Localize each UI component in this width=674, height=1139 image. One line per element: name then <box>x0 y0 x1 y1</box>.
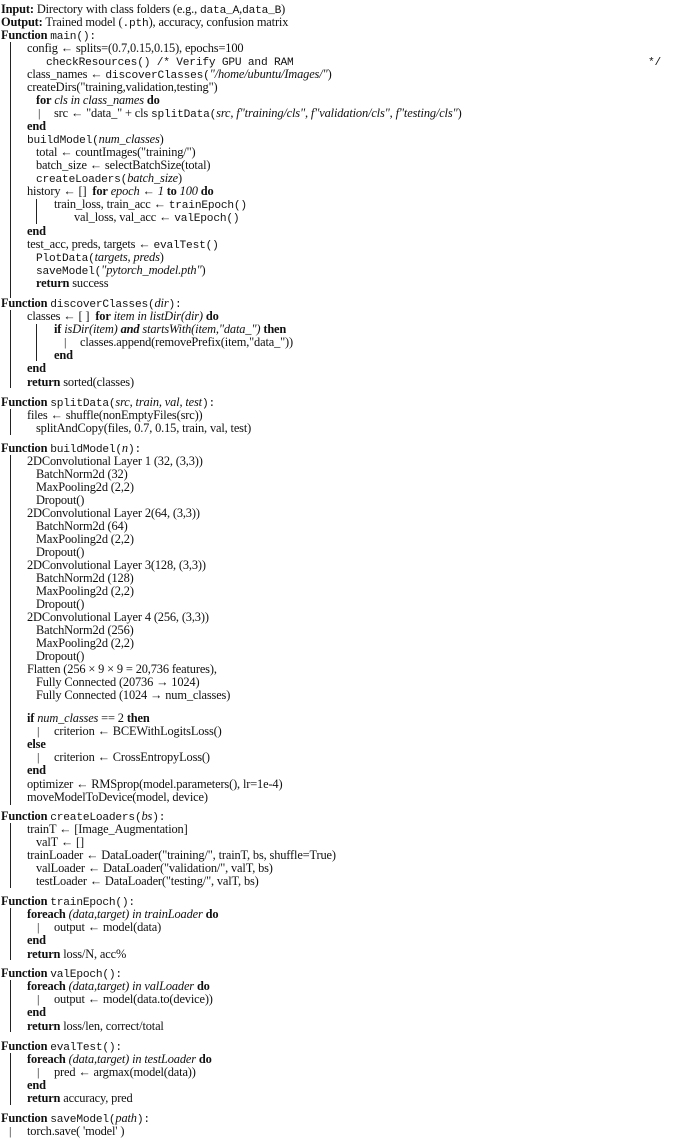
code-line: valT ← [] <box>36 835 84 849</box>
block-rule: | <box>9 1124 12 1138</box>
keyword: do <box>205 309 219 323</box>
comment-end <box>648 55 661 70</box>
arg: bs <box>141 809 153 823</box>
input-text: Directory with class folders (e.g., <box>36 2 198 16</box>
code-line <box>54 107 462 122</box>
fn-call: discoverClasses( <box>105 70 210 82</box>
layer-line: MaxPooling2d (2,2) <box>36 532 134 546</box>
text: loss/len, correct/total <box>63 1019 164 1033</box>
fn-call: splitData( <box>151 109 217 121</box>
output-text-a: Trained model ( <box>45 15 123 29</box>
output-label: Output: <box>1 15 43 29</box>
text: ): <box>127 444 141 456</box>
input-label: Input: <box>1 2 34 16</box>
layer-line: 2DConvolutional Layer 1 (32, (3,3)) <box>27 454 203 468</box>
code-line: pred ← argmax(model(data)) <box>54 1065 196 1079</box>
return-line <box>27 948 126 961</box>
fn-call: buildModel( <box>27 135 99 147</box>
layer-line: 2DConvolutional Layer 4 (256, (3,3)) <box>27 610 209 624</box>
layer-line: Fully Connected (20736 → 1024) <box>36 675 200 689</box>
keyword: foreach <box>27 1052 66 1066</box>
block-rule <box>10 310 11 388</box>
keyword: return <box>36 276 70 290</box>
text: accuracy, pred <box>63 1091 133 1105</box>
nested-rule: | <box>37 920 40 934</box>
layer-line: BatchNorm2d (32) <box>36 467 128 481</box>
layer-line: MaxPooling2d (2,2) <box>36 636 134 650</box>
layer-line: 2DConvolutional Layer 3(128, (3,3)) <box>27 558 206 572</box>
text: ): <box>152 812 166 824</box>
text: test_acc, preds, targets ← <box>27 237 154 251</box>
return-line <box>27 1092 133 1105</box>
block-rule <box>10 409 11 435</box>
fn-call: evalTest() <box>153 240 219 252</box>
keyword: do <box>146 93 160 107</box>
function-keyword: Function <box>1 28 48 42</box>
cond: == 2 <box>98 711 124 725</box>
loop-var: epoch <box>110 184 140 198</box>
nested-rule <box>36 324 37 361</box>
function-name: valEpoch(): <box>50 969 122 981</box>
nested-rule: | <box>64 335 67 349</box>
text: ) <box>159 132 164 146</box>
cond: num_classes <box>37 711 99 725</box>
code-line: createDirs("training,validation,testing") <box>27 80 218 94</box>
end-keyword: end <box>54 348 73 362</box>
text: success <box>72 276 109 290</box>
keyword: to <box>166 184 177 198</box>
keyword: for <box>36 93 52 107</box>
text: classes ← [ ] <box>27 309 90 323</box>
code-line: testLoader ← DataLoader("testing/", valT, bs) <box>36 874 259 888</box>
keyword: return <box>27 1091 61 1105</box>
end-keyword: end <box>27 361 46 375</box>
loop-var: cls in class_names <box>54 93 144 107</box>
code-line <box>74 211 239 226</box>
function-keyword: Function <box>1 395 48 409</box>
keyword: foreach <box>27 979 66 993</box>
layer-line: MaxPooling2d (2,2) <box>36 480 134 494</box>
loop-var: (data,target) in valLoader <box>68 979 194 993</box>
text: ) <box>327 67 332 81</box>
else-keyword: else <box>27 737 46 751</box>
keyword: if <box>27 711 35 725</box>
loop-var: (data,target) in trainLoader <box>68 907 203 921</box>
code-line: files ← shuffle(nonEmptyFiles(src)) <box>27 408 203 422</box>
return-line <box>27 1020 164 1033</box>
nested-rule: | <box>37 724 40 738</box>
text: class_names ← <box>27 67 106 81</box>
text: ) <box>201 263 206 277</box>
code-line: criterion ← BCEWithLogitsLoss() <box>54 724 222 738</box>
code-line: valLoader ← DataLoader("validation/", valT, bs) <box>36 861 273 875</box>
args: src, f"training/cls", f"validation/cls", f"testing/cls" <box>216 106 458 120</box>
code-line: total ← countImages("training/") <box>36 145 196 159</box>
path-arg: "/home/ubuntu/Images/" <box>209 67 328 81</box>
function-keyword: Function <box>1 441 48 455</box>
function-name: createLoaders( <box>50 812 142 824</box>
loop-var: item in listDir(dir) <box>113 309 203 323</box>
keyword: then <box>126 711 150 725</box>
function-keyword: Function <box>1 1039 48 1053</box>
nested-rule: | <box>38 106 41 120</box>
function-keyword: Function <box>1 894 48 908</box>
nested-rule: | <box>37 992 40 1006</box>
end-keyword: end <box>27 119 46 133</box>
keyword: return <box>27 1019 61 1033</box>
return-line <box>27 376 134 389</box>
block-rule <box>10 908 11 960</box>
layer-line: Dropout() <box>36 649 85 663</box>
keyword: foreach <box>27 907 66 921</box>
keyword: and <box>120 322 140 336</box>
end-keyword: end <box>27 224 46 238</box>
end-keyword: end <box>27 1005 46 1019</box>
code-line: config ← splits=(0.7,0.15,0.15), epochs=100 <box>27 41 244 55</box>
text: ): <box>201 398 215 410</box>
arg: path <box>115 1111 137 1125</box>
function-name: trainEpoch(): <box>50 897 135 909</box>
function-name: saveModel( <box>50 1114 116 1126</box>
function-name: evalTest(): <box>50 1042 122 1054</box>
layer-line: BatchNorm2d (128) <box>36 571 134 585</box>
nested-rule: | <box>37 750 40 764</box>
nested-rule: | <box>37 1065 40 1079</box>
function-keyword: Function <box>1 809 48 823</box>
block-rule <box>10 455 11 805</box>
code-line: optimizer ← RMSprop(model.parameters(), lr=1e-4) <box>27 777 283 791</box>
text: ) <box>159 250 164 264</box>
keyword: return <box>27 947 61 961</box>
keyword: do <box>205 907 219 921</box>
cond: isDir(item) <box>64 322 118 336</box>
code-line: trainT ← [Image_Augmentation] <box>27 822 188 836</box>
input-close: ) <box>281 2 286 16</box>
start: 1 <box>157 184 164 198</box>
code-line: classes.append(removePrefix(item,"data_")) <box>80 335 293 349</box>
text: ): <box>168 299 182 311</box>
layer-line: Fully Connected (1024 → num_classes) <box>36 688 231 702</box>
arg: dir <box>154 296 169 310</box>
nested-rule <box>36 199 37 224</box>
fn-call: valEpoch() <box>174 213 240 225</box>
comment-code: checkResources() /* Verify GPU and RAM <box>46 57 294 69</box>
keyword: then <box>263 322 287 336</box>
code-line: criterion ← CrossEntropyLoss() <box>54 750 210 764</box>
arg: num_classes <box>98 132 160 146</box>
arg: batch_size <box>127 171 179 185</box>
loop-var: (data,target) in testLoader <box>68 1052 196 1066</box>
code-line: moveModelToDevice(model, device) <box>27 790 208 804</box>
cond: startsWith(item,"data_") <box>142 322 261 336</box>
text: history ← [] <box>27 184 87 198</box>
input-code-b: data_B <box>242 5 282 17</box>
arrow: ← <box>139 184 158 198</box>
input-sep: , <box>239 2 243 16</box>
block-rule <box>10 1053 11 1105</box>
layer-line: Dropout() <box>36 597 85 611</box>
text: train_loss, train_acc ← <box>54 197 169 211</box>
layer-line: Dropout() <box>36 493 85 507</box>
code-line: batch_size ← selectBatchSize(total) <box>36 158 211 172</box>
keyword: do <box>196 979 210 993</box>
keyword: for <box>92 184 108 198</box>
function-keyword: Function <box>1 1111 48 1125</box>
return-line <box>36 277 108 290</box>
end-keyword: end <box>27 1078 46 1092</box>
function-name: buildModel( <box>50 444 122 456</box>
arg: n <box>121 441 128 455</box>
fn-call: trainEpoch() <box>168 200 247 212</box>
output-code: .pth <box>122 18 149 30</box>
block-rule <box>10 823 11 888</box>
function-keyword: Function <box>1 296 48 310</box>
output-text-b: ), accuracy, confusion matrix <box>148 15 289 29</box>
args: "pytorch_model.pth" <box>101 263 202 277</box>
text: ) <box>457 106 462 120</box>
end-keyword: end <box>27 763 46 777</box>
code-line: trainLoader ← DataLoader("training/", trainT, bs, shuffle=True) <box>27 848 336 862</box>
input-code-a: data_A <box>200 5 240 17</box>
comment-close: */ <box>647 57 661 69</box>
function-keyword: Function <box>1 966 48 980</box>
code-line: output ← model(data) <box>54 920 162 934</box>
fn-call: PlotData( <box>36 253 95 265</box>
code-line: splitAndCopy(files, 0.7, 0.15, train, val, test) <box>36 421 252 435</box>
layer-line: MaxPooling2d (2,2) <box>36 584 134 598</box>
block-rule <box>10 980 11 1032</box>
keyword: return <box>27 375 61 389</box>
function-name: main(): <box>50 31 96 43</box>
text: ) <box>178 171 182 185</box>
layer-line: BatchNorm2d (256) <box>36 623 134 637</box>
function-name: splitData( <box>50 398 116 410</box>
block-rule <box>10 42 11 298</box>
end-keyword: end <box>27 933 46 947</box>
end-val: 100 <box>179 184 198 198</box>
fn-call: createLoaders( <box>36 174 128 186</box>
code-line: output ← model(data.to(device)) <box>54 992 213 1006</box>
args: src, train, val, test <box>115 395 202 409</box>
function-name: discoverClasses( <box>50 299 155 311</box>
args: targets, preds <box>94 250 160 264</box>
layer-line: 2DConvolutional Layer 2(64, (3,3)) <box>27 506 200 520</box>
text: ): <box>136 1114 150 1126</box>
keyword: if <box>54 322 62 336</box>
keyword: for <box>95 309 111 323</box>
fn-call: saveModel( <box>36 266 102 278</box>
keyword: do <box>200 184 214 198</box>
text: loss/N, acc% <box>63 947 127 961</box>
layer-line: Dropout() <box>36 545 85 559</box>
layer-line: BatchNorm2d (64) <box>36 519 128 533</box>
text: sorted(classes) <box>63 375 134 389</box>
text: src ← "data_" + cls <box>54 106 152 120</box>
code-line: torch.save( 'model' ) <box>27 1124 125 1138</box>
keyword: do <box>198 1052 212 1066</box>
layer-line: Flatten (256 × 9 × 9 = 20,736 features), <box>27 662 217 676</box>
text: val_loss, val_acc ← <box>74 210 175 224</box>
